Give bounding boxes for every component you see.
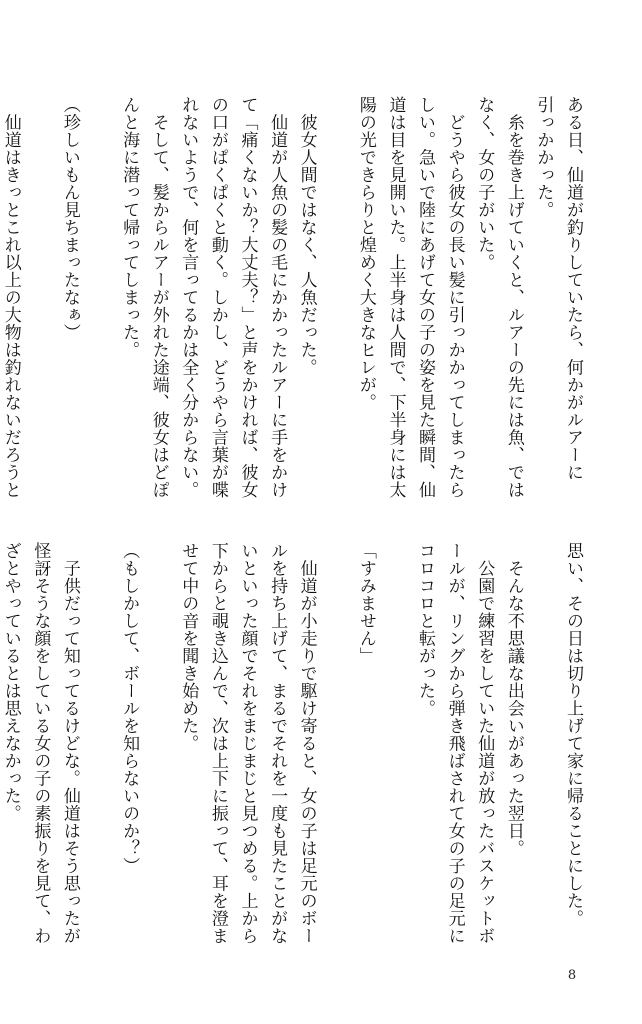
text-line: 怪訝そうな顔をしている女の子の素振りを見て、わ xyxy=(30,542,51,945)
text-line: 仙道はきっとこれ以上の大物は釣れないだろうと xyxy=(0,96,21,499)
blank-line xyxy=(25,96,55,516)
blank-line xyxy=(380,542,410,962)
text-line: （もしかして、ボールを知らないのか？） xyxy=(119,542,140,875)
blank-line xyxy=(321,96,351,516)
text-line: （珍しいもん見ちまったなぁ） xyxy=(59,96,80,341)
text-line: んと海に潜って帰ってしまった。 xyxy=(119,96,140,359)
text-line: 引っかかった。 xyxy=(533,96,554,219)
text-line: て「痛くないか？大丈夫？」と声をかければ、彼女 xyxy=(237,96,258,499)
blank-line xyxy=(143,542,173,962)
text-line: 思い、その日は切り上げて家に帰ることにした。 xyxy=(563,542,583,927)
text-line: そして、髪からルアーが外れた途端、彼女はどぽ xyxy=(148,96,169,499)
text-line: 仙道が小走りで駆け寄ると、女の子は足元のボー xyxy=(296,542,317,945)
text-line: ールが、リングから弾き飛ばされて女の子の足元に xyxy=(444,542,465,945)
text-line: ある日、仙道が釣りしていたら、何かがルアーに xyxy=(563,96,583,481)
text-line: ざとやっているとは思えなかった。 xyxy=(0,542,21,822)
text-line: 下からと覗き込んで、次は上下に振って、耳を澄ま xyxy=(207,542,228,945)
text-line: そんな不思議な出会いがあった翌日。 xyxy=(503,542,524,857)
text-line: 公園で練習をしていた仙道が放ったバスケットボ xyxy=(474,542,495,945)
text-line: コロコロと転がった。 xyxy=(415,542,436,717)
bottom-text-block xyxy=(0,542,587,962)
text-line: 仙道が人魚の髪の毛にかかったルアーに手をかけ xyxy=(267,96,288,499)
text-line: なく、女の子がいた。 xyxy=(474,96,495,271)
text-line: 糸を巻き上げていくと、ルアーの先には魚、では xyxy=(503,96,524,499)
text-line: 「すみません」 xyxy=(355,542,376,665)
text-line: 道は目を見開いた。上半身は人間で、下半身には太 xyxy=(385,96,406,499)
blank-line xyxy=(528,542,558,962)
blank-line xyxy=(321,542,351,962)
blank-line xyxy=(84,542,114,962)
text-line: れないようで、何を言ってるかは全く分からない。 xyxy=(178,96,199,499)
text-line: いといった顔でそれをまじまじと見つめる。上から xyxy=(237,542,258,945)
text-line: の口がぱくぱくと動く。しかし、どうやら言葉が喋 xyxy=(207,96,228,499)
page-number: 8 xyxy=(567,968,577,983)
text-line: ルを持ち上げて、まるでそれを一度も見たことがな xyxy=(267,542,288,945)
text-line: 子供だって知ってるけどな。仙道はそう思ったが xyxy=(59,542,80,945)
top-text-block xyxy=(0,96,587,516)
text-line: 陽の光できらりと煌めく大きなヒレが。 xyxy=(355,96,376,411)
text-line: どうやら彼女の長い髪に引っかかってしまったら xyxy=(444,96,465,499)
blank-line xyxy=(84,96,114,516)
text-line: 彼女人間ではなく、人魚だった。 xyxy=(296,96,317,376)
text-line: しい。急いで陸にあげて女の子の姿を見た瞬間、仙 xyxy=(415,96,436,499)
text-line: せて中の音を聞き始めた。 xyxy=(178,542,199,752)
